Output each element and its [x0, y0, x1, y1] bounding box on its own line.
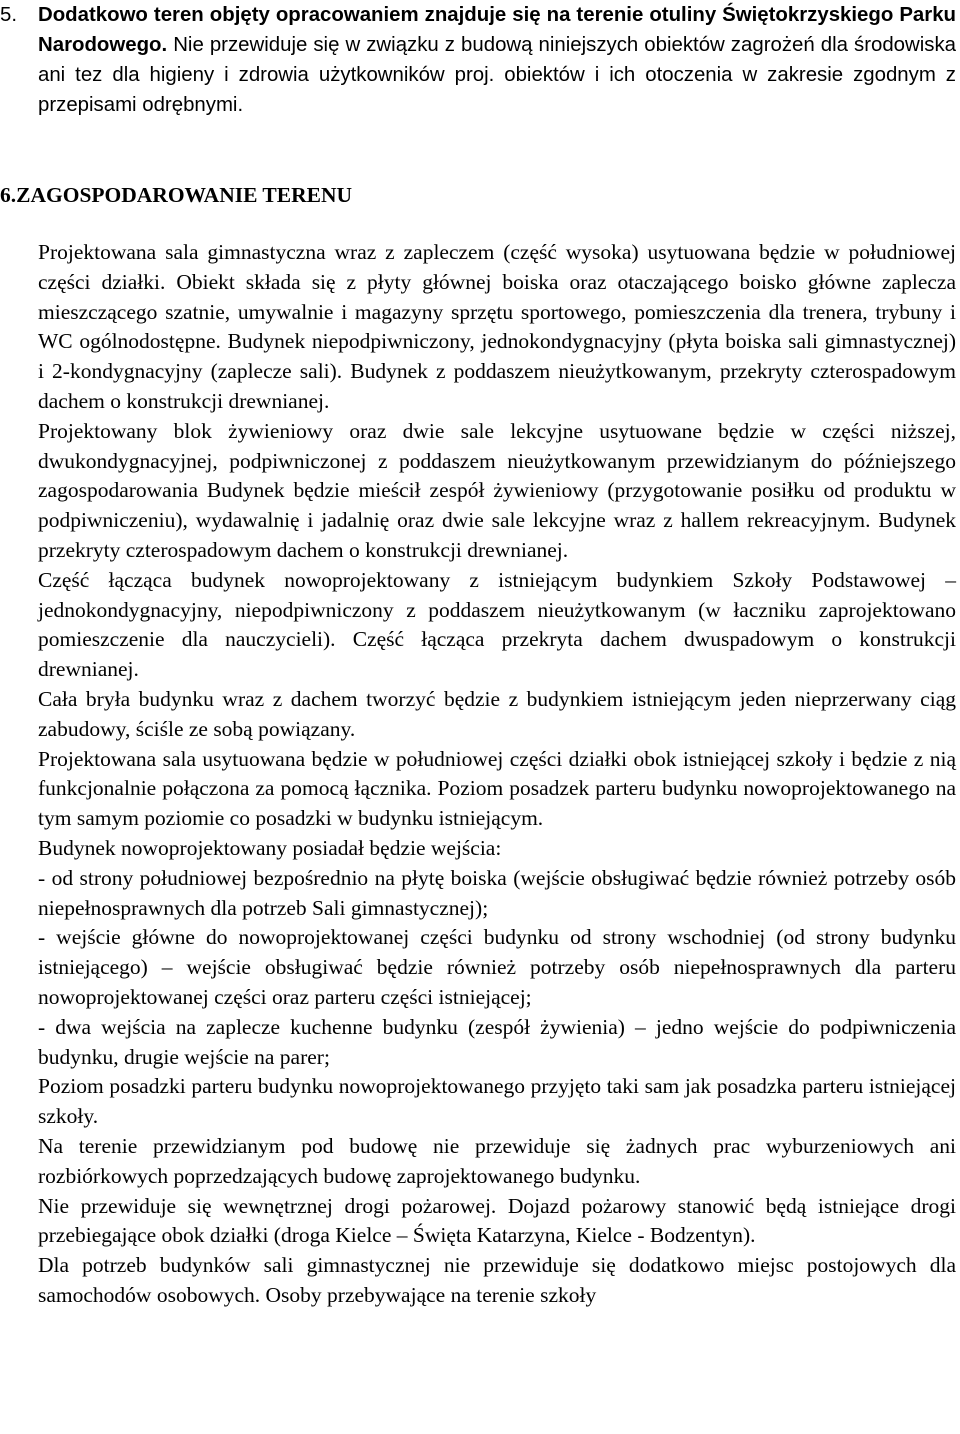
list-item: - wejście główne do nowoprojektowanej części budynku od strony wschodniej (od strony budynku istniejącego) – wejście obsługiwać będzie również potrzeby osób niepełnosprawnych dla parteru nowoprojektowanej części oraz parteru części istniejącej;	[38, 925, 956, 1009]
section-6-content	[38, 238, 956, 1311]
paragraph: Nie przewiduje się wewnętrznej drogi pożarowej. Dojazd pożarowy stanowić będą istniejące drogi przebiegające obok działki (droga Kielce – Święta Katarzyna, Kielce - Bodzentyn).	[38, 1193, 956, 1248]
paragraph: Na terenie przewidzianym pod budowę nie przewiduje się żadnych prac wyburzeniowych ani rozbiórkowych poprzedzających budowę zaprojektowanego budynku.	[38, 1133, 956, 1188]
list-item: - od strony południowej bezpośrednio na płytę boiska (wejście obsługiwać będzie również potrzeby osób niepełnosprawnych dla potrzeb Sali gimnastycznej);	[38, 865, 956, 920]
paragraph: Poziom posadzki parteru budynku nowoprojektowanego przyjęto taki sam jak posadzka parteru istniejącej szkoły.	[38, 1074, 956, 1129]
section-5-paragraph	[0, 0, 956, 120]
paragraph: Część łącząca budynek nowoprojektowany z istniejącym budynkiem Szkoły Podstawowej – jednokondygnacyjny, niepodpiwniczony z poddaszem nieużytkowanym (w łaczniku zaprojektowano pomieszczenie dla nauczycieli). Część łącząca przekryta dachem dwuspadowym o konstrukcji drewnianej.	[38, 567, 956, 682]
paragraph: Projektowana sala usytuowana będzie w południowej części działki obok istniejącej szkoły i będzie z nią funkcjonalnie połączona za pomocą łącznika. Poziom posadzek parteru budynku nowoprojektowanego na tym samym poziomie co posadzki w budynku istniejącym.	[38, 746, 956, 831]
list-item: - dwa wejścia na zaplecze kuchenne budynku (zespół żywienia) – jedno wejście do podpiwniczenia budynku, drugie wejście na parer;	[38, 1014, 956, 1069]
section-5-text: Nie przewiduje się w związku z budową niniejszych obiektów zagrożeń dla środowiska ani tez dla higieny i zdrowia użytkowników proj. obiektów i ich otoczenia w zakresie zgodnym z przepisami odrębnymi.	[38, 34, 956, 116]
paragraph: Cała bryła budynku wraz z dachem tworzyć będzie z budynkiem istniejącym jeden nieprzerwany ciąg zabudowy, ściśle ze sobą powiązany.	[38, 686, 956, 741]
section-6-heading: 6.ZAGOSPODAROWANIE TERENU	[0, 183, 353, 207]
section-5-number: 5.	[0, 4, 18, 26]
paragraph: Projektowana sala gimnastyczna wraz z zapleczem (część wysoka) usytuowana będzie w południowej części działki. Obiekt składa się z płyty głównej boiska oraz otaczającego boisko główne zaplecza mieszczącego szatnie, umywalnie i magazyny sprzętu sportowego, pomieszczenia dla trenera, trybuny i WC ogólnodostępne. Budynek niepodpiwniczony, jednokondygnacyjny (płyta boiska sali gimnastycznej) i 2-kondygnacyjny (zaplecze sali). Budynek z poddaszem nieużytkowanym, przekryty czterospadowym dachem o konstrukcji drewnianej.	[38, 240, 956, 413]
section-5-bold-text: Dodatkowo teren objęty opracowaniem znajduje się na terenie otuliny Świętokrzyskiego Parku Narodowego.	[38, 4, 956, 56]
paragraph: Dla potrzeb budynków sali gimnastycznej nie przewiduje się dodatkowo miejsc postojowych dla samochodów osobowych. Osoby przebywające na terenie szkoły	[38, 1253, 956, 1307]
paragraph: Projektowany blok żywieniowy oraz dwie sale lekcyjne usytuowane będzie w części niższej, dwukondygnacyjnej, podpiwniczonej z poddaszem nieużytkowanym przewidzianym do późniejszego zagospodarowania Budynek będzie mieścił zespół żywieniowy (przygotowanie posiłku od produktu w podpiwniczeniu), wydawalnię i jadalnię oraz dwie sale lekcyjne wraz z hallem rekreacyjnym. Budynek przekryty czterospadowym dachem o konstrukcji drewnianej.	[38, 418, 956, 562]
paragraph: Budynek nowoprojektowany posiadał będzie wejścia:	[38, 835, 502, 860]
section-5	[0, 0, 956, 120]
